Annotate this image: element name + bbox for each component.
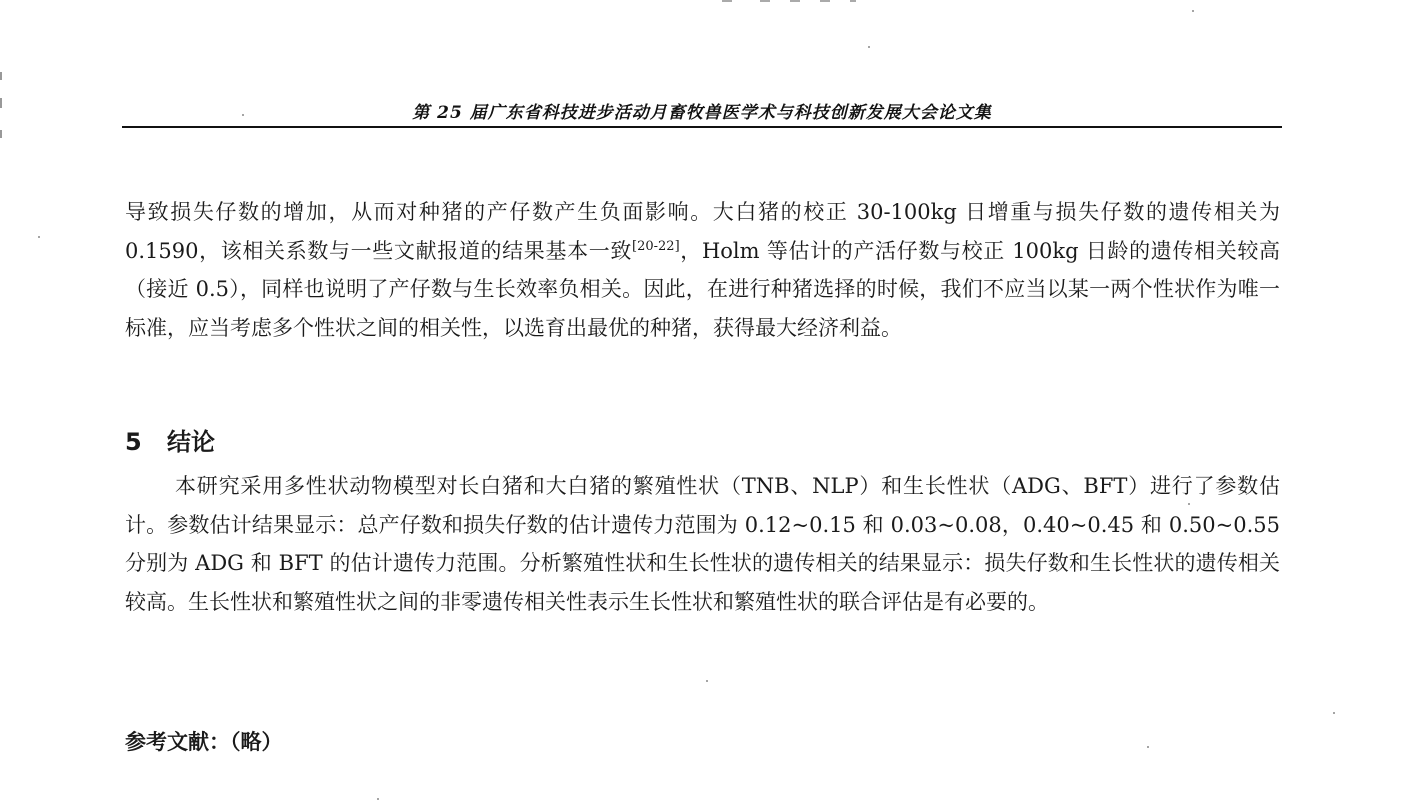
paragraph-text-after-citation: ，Holm 等估计的产活仔数与校正 100kg 日龄的遗传相关较高（接近 0.5），同样也说明了产仔数与生长效率负相关。因此，在进行种猪选择的时候，我们不应当以某一两个性状作为唯一标准，应当考虑多个性状之间的相关性，以选育出最优的种猪，获得最大经济利益。: [125, 238, 1280, 340]
scan-speck: [868, 46, 870, 48]
scan-speck: [38, 236, 40, 238]
paragraph-text-before-citation: 导致损失仔数的增加，从而对种猪的产仔数产生负面影响。大白猪的校正 30-100kg 日增重与损失仔数的遗传相关为 0.1590，该相关系数与一些文献报道的结果基本一致: [125, 200, 1280, 263]
conclusion-paragraph: 本研究采用多性状动物模型对长白猪和大白猪的繁殖性状（TNB、NLP）和生长性状（ADG、BFT）进行了参数估计。参数估计结果显示：总产仔数和损失仔数的估计遗传力范围为 0.12~0.15 和 0.03~0.08，0.40~0.45 和 0.50~0.55 分别为 ADG 和 BFT 的估计遗传力范围。分析繁殖性状和生长性状的遗传相关的结果显示：损失仔数和生长性状的遗传相关较高。生长性状和繁殖性状之间的非零遗传相关性表示生长性状和繁殖性状的联合评估是有必要的。: [125, 474, 1280, 614]
scan-speck: [706, 680, 708, 682]
section-number: 5: [125, 428, 142, 456]
running-header: 第 25 届广东省科技进步活动月畜牧兽医学术与科技创新发展大会论文集: [412, 103, 992, 123]
scan-speck: [1333, 712, 1335, 714]
scan-edge-mark: [0, 72, 2, 80]
scan-top-marks: [722, 0, 862, 3]
header-rule: [122, 126, 1282, 128]
scan-edge-mark: [0, 130, 2, 138]
scan-edge-mark: [0, 98, 2, 108]
citation-superscript: [20-22]: [632, 238, 680, 254]
scan-speck: [1147, 746, 1149, 748]
body-paragraph: [125, 193, 1280, 347]
references-label: 参考文献：（略）: [125, 730, 283, 754]
scan-speck: [1192, 10, 1194, 12]
section-title: 结论: [167, 428, 215, 456]
section-heading: [125, 422, 215, 457]
